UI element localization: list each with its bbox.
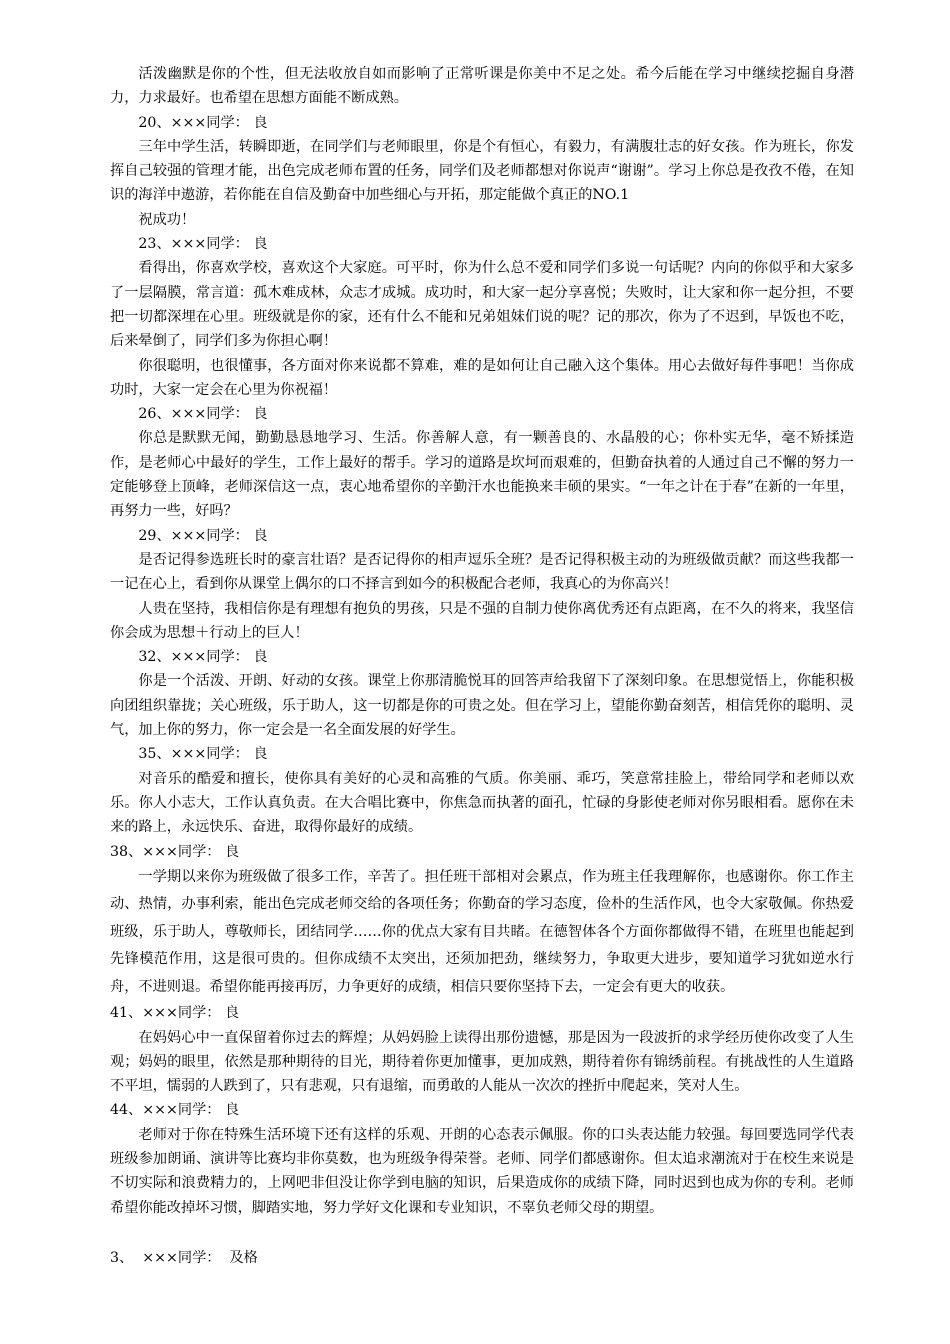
student-heading: 32、×××同学： 良 (138, 649, 268, 666)
student-heading: 26、×××同学： 良 (138, 406, 268, 423)
paragraph: 在妈妈心中一直保留着你过去的辉煌；从妈妈脸上读得出那份遗憾，那是因为一段波折的求学经历使你改变了人生观；妈妈的眼里，依然是那种期待的目光，期待着你更加懂事，更加成熟，期待着你有锦绣前程。有挑战性的人生道路不平坦，懦弱的人跌到了，只有悲观，只有退缩，而勇敢的人能从一次次的挫折中爬起来，笑对人生。 (110, 1029, 854, 1095)
student-heading: 38、×××同学： 良 (110, 843, 240, 860)
paragraph: 你总是默默无闻，勤勤恳恳地学习、生活。你善解人意，有一颗善良的、水晶般的心；你朴实无华，毫不矫揉造作，是老师心中最好的学生，工作上最好的帮手。学习的道路是坎坷而艰难的，但勤奋执着的人通过自己不懈的努力一定能够登上顶峰，老师深信这一点，衷心地希望你的辛勤汗水也能换来丰硕的果实。“一年之计在于春”在新的一年里，再努力一些，好吗？ (110, 430, 854, 520)
student-heading: 41、×××同学： 良 (110, 1005, 240, 1022)
paragraph: 你是一个活泼、开朗、好动的女孩。课堂上你那清脆悦耳的回答声给我留下了深刻印象。在思想觉悟上，你能积极向团组织靠拢；关心班级，乐于助人，这一切都是你的可贵之处。但在学习上，望能你勤奋刻苦，相信凭你的聪明、灵气，加上你的努力，你一定会是一名全面发展的好学生。 (110, 673, 854, 739)
paragraph: 三年中学生活，转瞬即逝，在同学们与老师眼里，你是个有恒心，有毅力，有满腹壮志的好女孩。作为班长，你发挥自己较强的管理才能，出色完成老师布置的任务，同学们及老师都想对你说声“谢谢”。学习上你总是孜孜不倦，在知识的海洋中遨游，若你能在自信及勤奋中加些细心与开拓，那定能做个真正的NO.1 (110, 138, 854, 204)
student-heading: 44、×××同学： 良 (110, 1102, 240, 1119)
student-heading: 3、 ×××同学： 及格 (110, 1249, 258, 1266)
paragraph: 一学期以来你为班级做了很多工作，辛苦了。担任班干部相对会累点，作为班主任我理解你，也感谢你。你工作主动、热情，办事利索，能出色完成老师交给的各项任务；你勤奋的学习态度，俭朴的生活作风，也令大家敬佩。你热爱班级，乐于助人，尊敬师长，团结同学……你的优点大家有目共睹。在德智体各个方面你都做得不错，在班里也能起到先锋模范作用，这是很可贵的。但你成绩不太突出，还须加把劲，继续努力，争取更大进步，要知道学习犹如逆水行舟，不进则退。希望你能再接再厉，力争更好的成绩，相信只要你坚持下去，一定会有更大的收获。 (110, 868, 854, 995)
student-heading: 35、×××同学： 良 (138, 746, 268, 763)
student-heading: 23、×××同学： 良 (138, 236, 268, 253)
spacer (110, 1220, 854, 1246)
student-heading: 29、×××同学： 良 (138, 527, 268, 544)
paragraph: 看得出，你喜欢学校，喜欢这个大家庭。可平时，你为什么总不爱和同学们多说一句话呢？内向的你似乎和大家多了一层隔膜，常言道：孤木难成林，众志才成城。成功时，和大家一起分享喜悦；失败时，让大家和你一起分担，不要把一切都深埋在心里。班级就是你的家，还有什么不能和兄弟姐妹们说的呢？记的那次，你为了不迟到，早饭也不吃，后来晕倒了，同学们多为你担心啊！ (110, 260, 854, 350)
paragraph: 你很聪明，也很懂事，各方面对你来说都不算难，难的是如何让自己融入这个集体。用心去做好每件事吧！当你成功时，大家一定会在心里为你祝福！ (110, 357, 854, 398)
paragraph: 是否记得参选班长时的豪言壮语？是否记得你的相声逗乐全班？是否记得积极主动的为班级做贡献？而这些我都一一记在心上，看到你从课堂上偶尔的口不择言到如今的积极配合老师，我真心的为你高兴！ (110, 551, 854, 593)
paragraph: 对音乐的酷爱和擅长，使你具有美好的心灵和高雅的气质。你美丽、乖巧，笑意常挂脸上，带给同学和老师以欢乐。你人小志大，工作认真负责。在大合唱比赛中，你焦急而执著的面孔，忙碌的身影使老师对你另眼相看。愿你在未来的路上，永远快乐、奋进，取得你最好的成绩。 (110, 770, 854, 836)
paragraph: 活泼幽默是你的个性，但无法收放自如而影响了正常听课是你美中不足之处。希今后能在学习中继续挖掘自身潜力，力求最好。也希望在思想方面能不断成熟。 (110, 66, 854, 107)
student-heading: 20、×××同学： 良 (138, 114, 268, 131)
paragraph: 祝成功！ (138, 211, 196, 228)
paragraph: 老师对于你在特殊生活环境下还有这样的乐观、开朗的心态表示佩服。你的口头表达能力较强。每回要选同学代表班级参加朗诵、演讲等比赛均非你莫数，也为班级争得荣誉。老师、同学们都感谢你。但太追求潮流对于在校生来说是不切实际和浪费精力的，上网吧非但没让你学到电脑的知识，后果造成你的成绩下降，同时迟到也成为你的专利。老师希望你能改掉坏习惯，脚踏实地，努力学好文化课和专业知识，不辜负老师父母的期望。 (110, 1126, 854, 1216)
paragraph: 人贵在坚持，我相信你是有理想有抱负的男孩，只是不强的自制力使你离优秀还有点距离，在不久的将来，我坚信你会成为思想＋行动上的巨人！ (110, 600, 854, 641)
